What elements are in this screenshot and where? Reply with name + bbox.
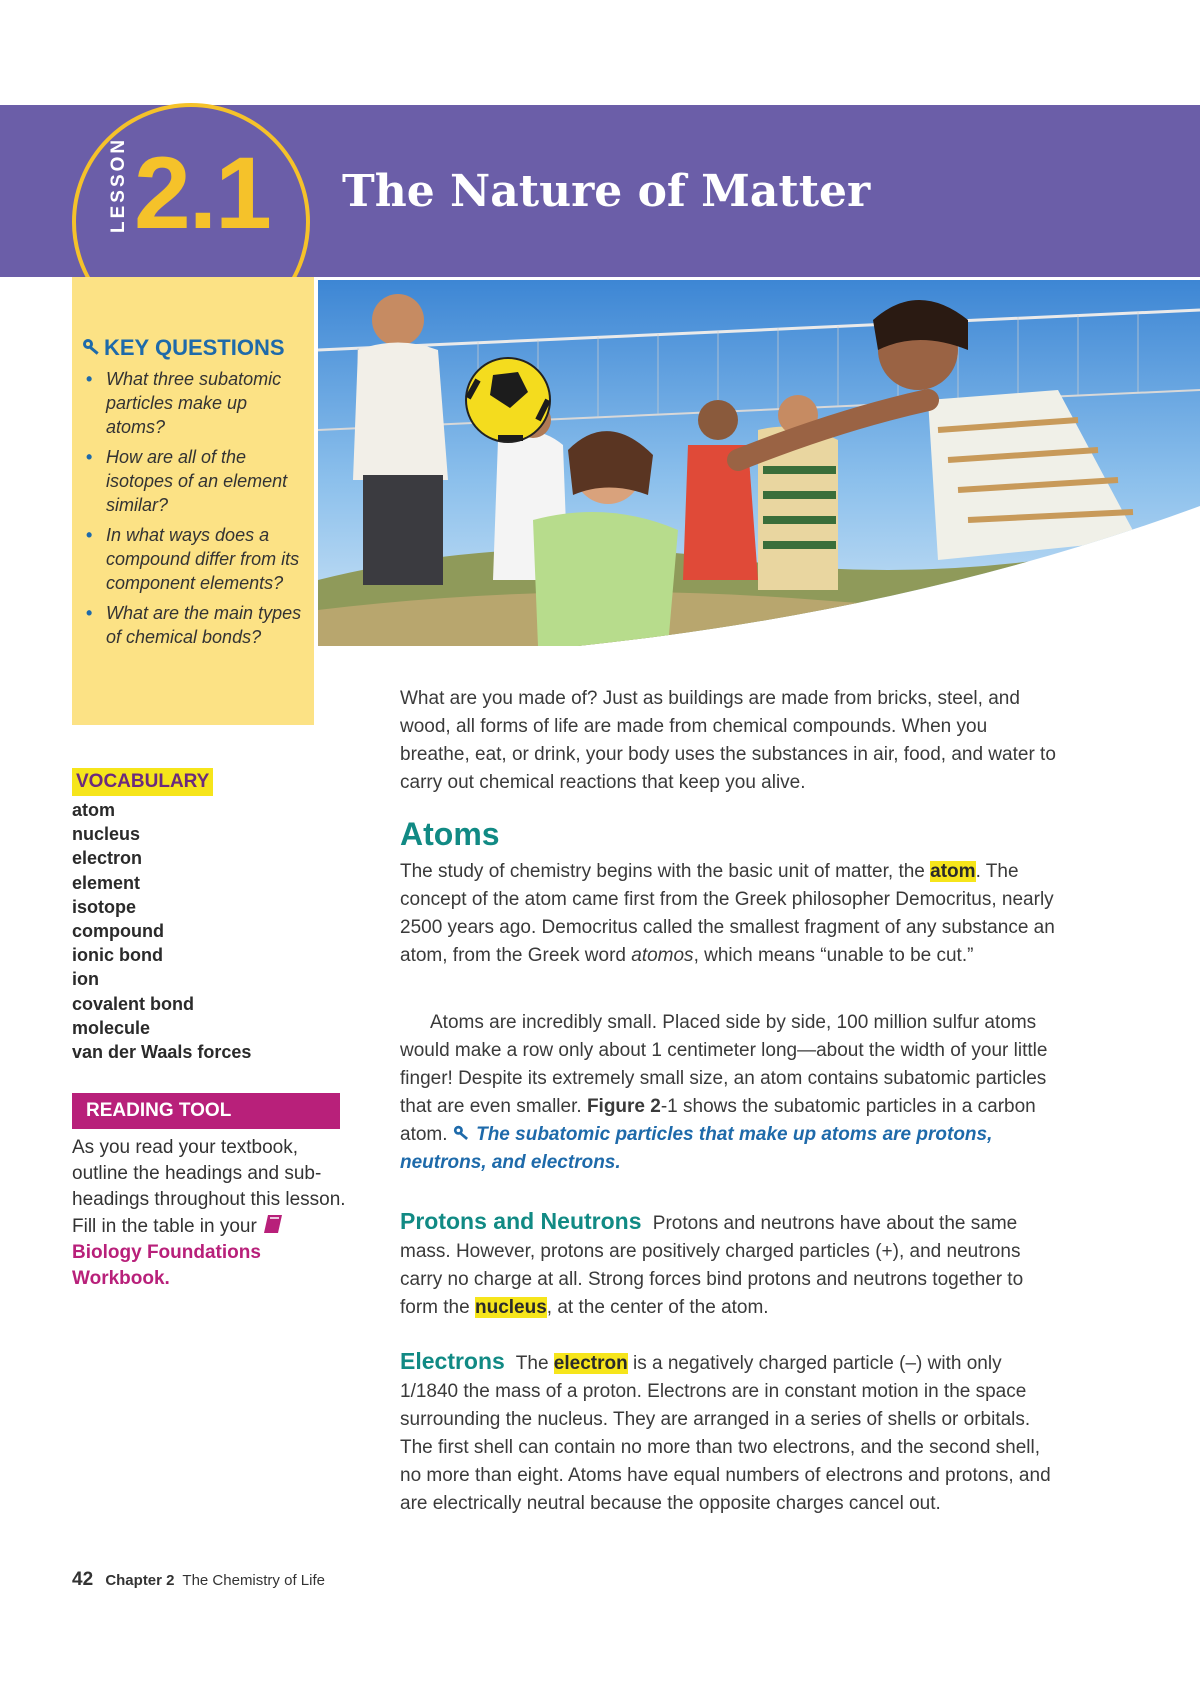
text-run: Atoms are incredibly small. Placed side by side, 100 million sulfur atoms would make a row only about 1 centimeter long—about the width of your little finger! Despite its extremely small size, an atom contains subatomic particles that are even smaller. bbox=[400, 1012, 1048, 1117]
list-item: • How are all of the isotopes of an element similar? bbox=[84, 445, 304, 517]
key-questions-heading bbox=[82, 335, 304, 361]
list-item: • What three subatomic particles make up atoms? bbox=[84, 367, 304, 439]
vocab-term: electron bbox=[72, 848, 143, 869]
electrons-heading: Electrons bbox=[400, 1348, 505, 1374]
key-questions-box bbox=[72, 277, 314, 725]
key-icon bbox=[453, 1124, 471, 1142]
volleyball-photo bbox=[318, 280, 1200, 646]
key-concept bbox=[400, 1124, 992, 1173]
text-run: is a negatively charged particle (–) with only 1/1840 the mass of a proton. Electrons are in constant motion in the space surrounding the nucleus. They are arranged in a series of shells or orbitals. The first shell can contain no more than two electrons, and the second shell, no more than eight. Atoms have equal numbers of electrons and protons, and are electrically neutral because the opposite charges cancel out. bbox=[400, 1353, 1051, 1514]
text-run: -1 shows the subatomic particles in a carbon atom. bbox=[400, 1096, 1036, 1145]
key-icon bbox=[82, 337, 102, 357]
chapter-label: Chapter 2 bbox=[105, 1572, 175, 1589]
reading-tool-body: As you read your textbook, outline the headings and sub-headings throughout this lesson. Fill in the table in your bbox=[72, 1137, 346, 1237]
page-footer bbox=[72, 1566, 572, 1594]
chapter-title: The Chemistry of Life bbox=[182, 1572, 325, 1589]
vocab-term: isotope bbox=[72, 896, 137, 917]
atoms-heading: Atoms bbox=[400, 816, 500, 852]
text-run: , at the center of the atom. bbox=[546, 1297, 769, 1318]
text-run: . The concept of the atom came first from the Greek philosopher Democritus, nearly 2500 years ago. Democritus called the smallest fragment of any substance an atom, from the Greek word bbox=[400, 861, 1055, 966]
vocab-term: ion bbox=[72, 969, 99, 990]
key-questions-title: KEY QUESTIONS bbox=[104, 335, 285, 360]
vocabulary-heading: VOCABULARY bbox=[72, 768, 213, 796]
text-run: The study of chemistry begins with the basic unit of matter, the bbox=[400, 861, 925, 882]
atoms-paragraph-2 bbox=[400, 1009, 1060, 1177]
list-item: • What are the main types of chemical bonds? bbox=[84, 601, 304, 649]
text-run: Protons and neutrons have about the same mass. However, protons are positively charged particles (+), and neutrons carry no charge at all. Strong forces bind protons and neutrons together to form the bbox=[400, 1213, 1024, 1318]
workbook-title: Biology Foundations Workbook. bbox=[72, 1242, 261, 1289]
page-number: 42 bbox=[72, 1569, 94, 1590]
intro-text: What are you made of? Just as buildings are made from bricks, steel, and wood, all forms of life are made from chemical compounds. When you breathe, eat, or drink, your body uses the substances in air, food, and water to carry out chemical reactions that keep you alive. bbox=[400, 688, 1056, 793]
vocab-term: covalent bond bbox=[72, 993, 195, 1014]
electrons-paragraph bbox=[400, 1347, 1060, 1518]
vocab-term: nucleus bbox=[72, 824, 141, 845]
text-run: The bbox=[515, 1353, 549, 1374]
reading-tool-text bbox=[72, 1135, 352, 1292]
vocab-term: ionic bond bbox=[72, 945, 163, 966]
term-nucleus: nucleus bbox=[474, 1297, 547, 1318]
vocab-term: molecule bbox=[72, 1017, 151, 1038]
protons-heading: Protons and Neutrons bbox=[400, 1208, 642, 1234]
workbook-icon bbox=[262, 1213, 284, 1235]
lesson-label: LESSON bbox=[108, 136, 129, 233]
figure-reference: Figure 2 bbox=[586, 1096, 661, 1117]
term-electron: electron bbox=[553, 1353, 628, 1374]
key-concept-text: The subatomic particles that make up atoms are protons, neutrons, and electrons. bbox=[400, 1124, 993, 1173]
reading-tool-heading: READING TOOL bbox=[72, 1093, 340, 1129]
key-questions-list bbox=[84, 367, 304, 649]
atoms-paragraph-1 bbox=[400, 858, 1060, 970]
protons-paragraph bbox=[400, 1207, 1060, 1322]
greek-word: atomos bbox=[631, 945, 694, 966]
text-run: , which means “unable to be cut.” bbox=[693, 945, 974, 966]
vocab-term: atom bbox=[72, 800, 116, 820]
lesson-number: 2.1 bbox=[134, 136, 270, 250]
vocab-term: van der Waals forces bbox=[72, 1042, 252, 1063]
term-atom: atom bbox=[930, 861, 976, 882]
intro-paragraph bbox=[400, 685, 1060, 797]
list-item: • In what ways does a compound differ from its component elements? bbox=[84, 523, 304, 595]
vocab-term: element bbox=[72, 872, 141, 893]
vocab-term: compound bbox=[72, 921, 164, 942]
vocabulary-list bbox=[72, 798, 322, 1064]
lesson-title: The Nature of Matter bbox=[342, 166, 871, 217]
